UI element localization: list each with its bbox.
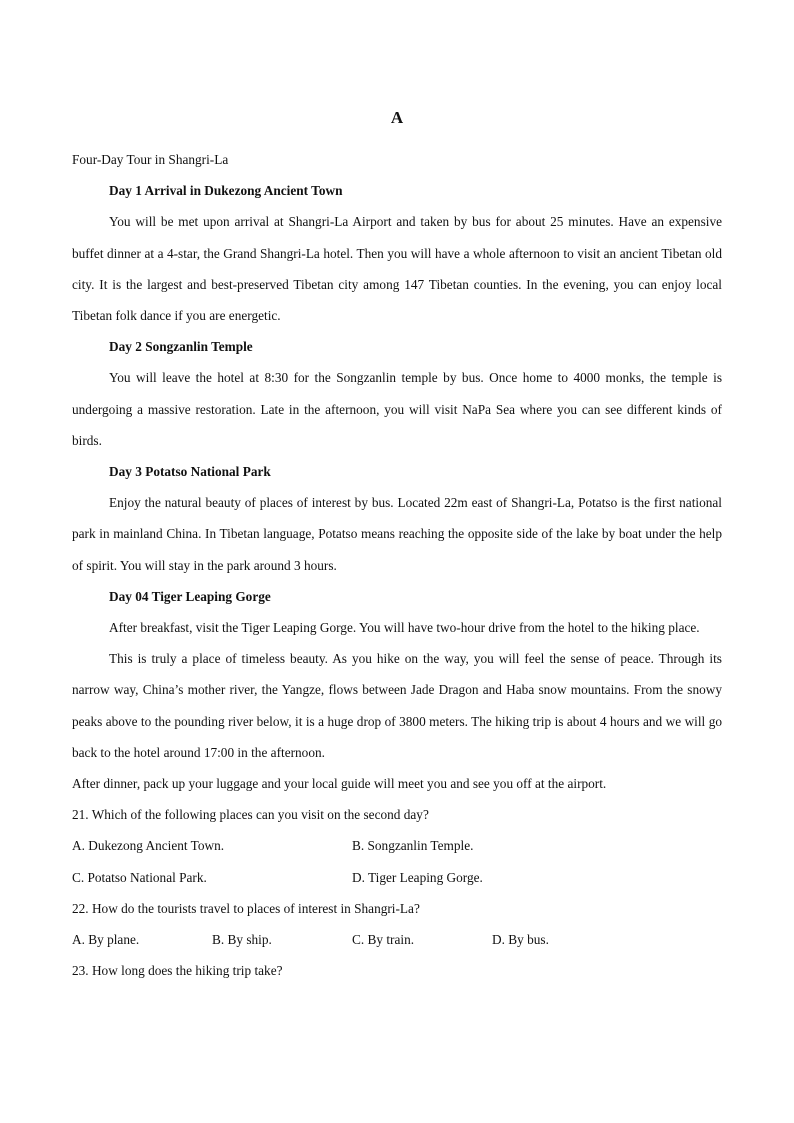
option-a: A. By plane. — [72, 932, 140, 948]
day-2-heading: Day 2 Songzanlin Temple — [109, 339, 253, 355]
question-22 — [72, 893, 722, 924]
question-23 — [72, 955, 722, 986]
question-text: How do the tourists travel to places of interest in Shangri-La? — [91, 900, 420, 916]
option-a: A. Dukezong Ancient Town. — [72, 838, 225, 854]
question-text: How long does the hiking trip take? — [91, 963, 283, 979]
option-c: C. By train. — [352, 932, 415, 948]
day-4-paragraph-2: This is truly a place of timeless beauty. As you hike on the way, you will feel the sense of peace. Through its narrow way, China’s mother river, the Yangze, flows between Jade Dragon and Haba snow mountains. From the snowy peaks above to the pounding river below, it is a huge drop of 3800 meters. The hiking trip is about 4 hours and we will go back to the hotel around 17:00 in the afternoon. — [72, 651, 722, 760]
option-b: B. By ship. — [212, 932, 272, 948]
option-b: B. Songzanlin Temple. — [352, 838, 474, 854]
question-number: 21. — [72, 807, 89, 823]
day-2-paragraph: You will leave the hotel at 8:30 for the Songzanlin temple by bus. Once home to 4000 monks, the temple is undergoing a massive restoration. Late in the afternoon, you will visit NaPa Sea where you can see different kinds of birds. — [72, 370, 722, 448]
question-number: 23. — [72, 963, 89, 979]
tour-subtitle: Four-Day Tour in Shangri-La — [72, 152, 229, 167]
question-text: Which of the following places can you visit on the second day? — [91, 807, 429, 823]
question-21 — [72, 799, 722, 830]
day-1-heading: Day 1 Arrival in Dukezong Ancient Town — [109, 183, 343, 199]
closing-note: After dinner, pack up your luggage and your local guide will meet you and see you off at the airport. — [72, 776, 607, 792]
passage-title: A — [390, 108, 404, 127]
option-d: D. By bus. — [492, 932, 549, 948]
document-body — [72, 144, 722, 986]
day-3-heading: Day 3 Potatso National Park — [109, 464, 271, 480]
question-22-options — [72, 924, 722, 955]
option-c: C. Potatso National Park. — [72, 869, 207, 885]
day-1-paragraph: You will be met upon arrival at Shangri-La Airport and taken by bus for about 25 minutes. Have an expensive buffet dinner at a 4-star, the Grand Shangri-La hotel. Then you will have a whole afternoon to visit an ancient Tibetan old city. It is the largest and best-preserved Tibetan city among 147 Tibetan counties. In the evening, you can enjoy local Tibetan folk dance if you are energetic. — [72, 214, 722, 324]
option-d: D. Tiger Leaping Gorge. — [352, 869, 483, 885]
question-21-options — [72, 830, 722, 892]
day-4-heading: Day 04 Tiger Leaping Gorge — [109, 588, 271, 604]
day-4-paragraph-1: After breakfast, visit the Tiger Leaping Gorge. You will have two-hour drive from the hotel to the hiking place. — [109, 620, 700, 636]
day-3-paragraph: Enjoy the natural beauty of places of interest by bus. Located 22m east of Shangri-La, Potatso is the first national park in mainland China. In Tibetan language, Potatso means reaching the opposite side of the lake by boat under the help of spirit. You will stay in the park around 3 hours. — [72, 495, 722, 573]
question-number: 22. — [72, 900, 89, 916]
